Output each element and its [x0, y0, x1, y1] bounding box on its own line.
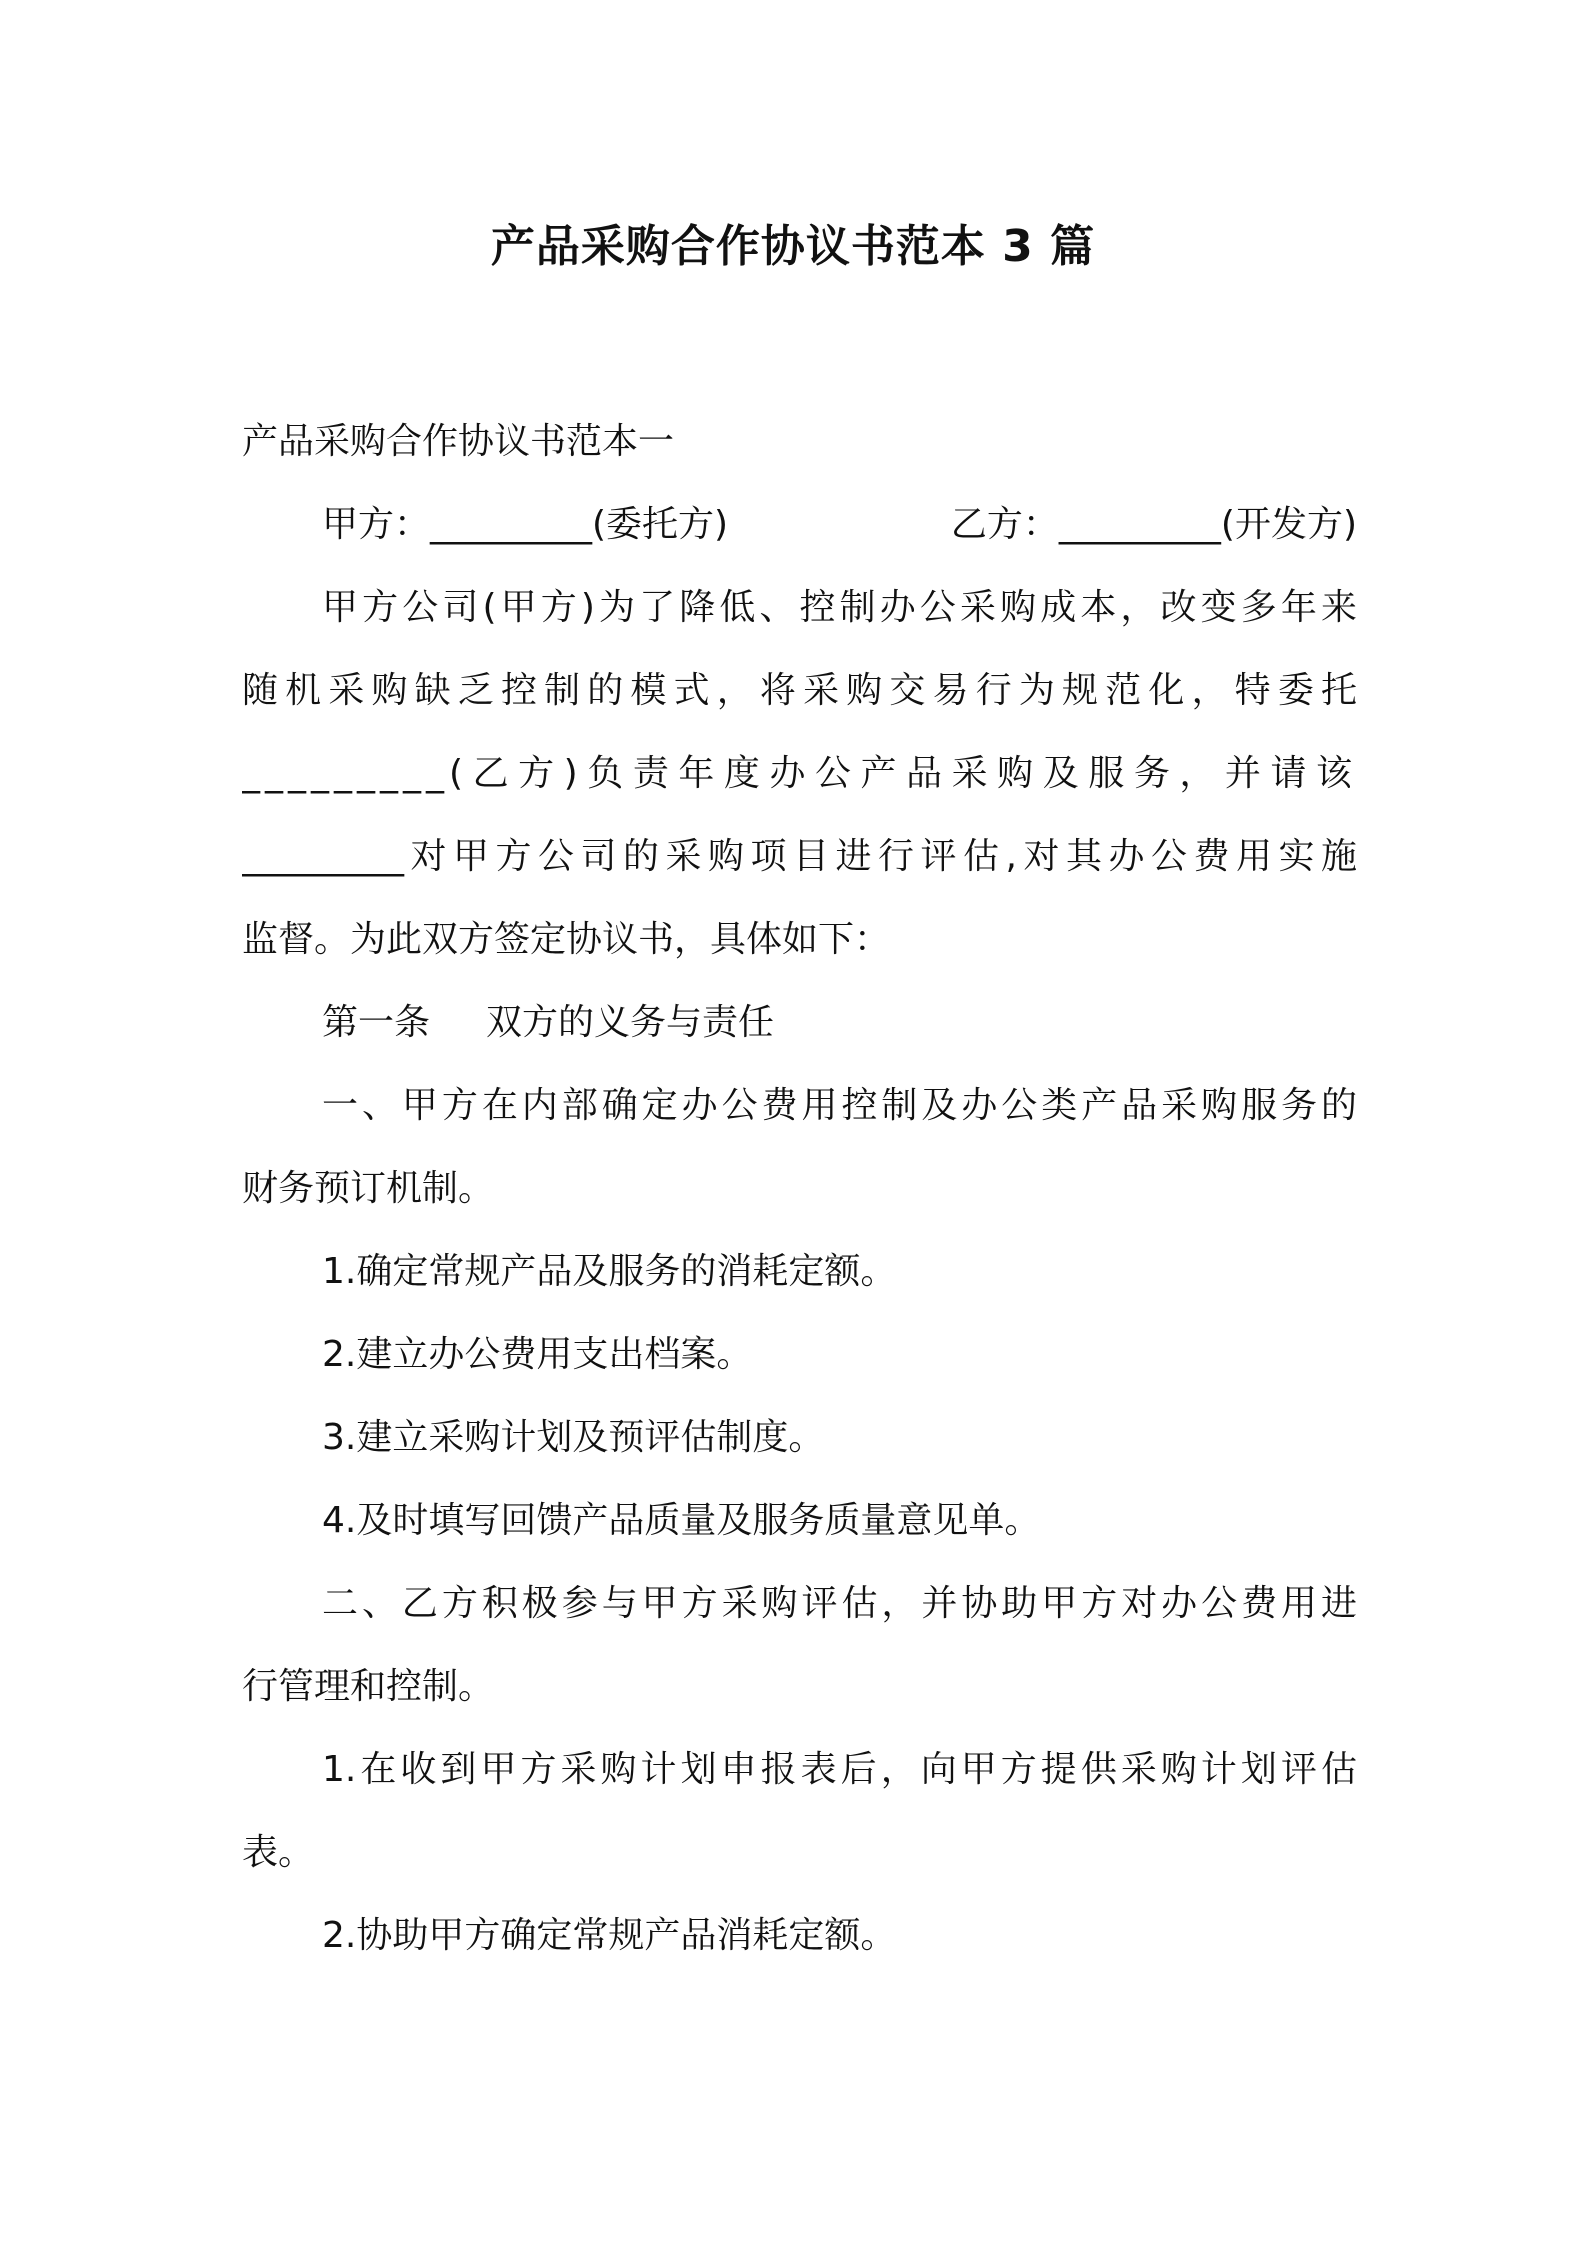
intro-line-3: _________(乙方)负责年度办公产品采购及服务，并请该	[242, 753, 1357, 794]
parties-line	[242, 483, 1357, 566]
intro-line-4: _________对甲方公司的采购项目进行评估,对其办公费用实施	[242, 836, 1357, 877]
document-title: 产品采购合作协议书范本 3 篇	[490, 221, 1096, 272]
clause-1-item-3: 3.建立采购计划及预评估制度。	[322, 1417, 825, 1458]
clause-1-item-4: 4.及时填写回馈产品质量及服务质量意见单。	[322, 1500, 1041, 1541]
clause-1-item-1: 1.确定常规产品及服务的消耗定额。	[322, 1251, 897, 1292]
clause-2-item-2: 2.协助甲方确定常规产品消耗定额。	[322, 1915, 897, 1956]
party-a: 甲方：_________(委托方)	[322, 504, 729, 545]
clause-1-line-1: 一、甲方在内部确定办公费用控制及办公类产品采购服务的	[322, 1085, 1357, 1126]
clause-1-line-2: 财务预订机制。	[242, 1168, 495, 1209]
clause-1-item-2: 2.建立办公费用支出档案。	[322, 1334, 753, 1375]
article-title: 双方的义务与责任	[486, 1002, 775, 1043]
article-number: 第一条	[322, 1002, 431, 1043]
clause-2-line-1: 二、乙方积极参与甲方采购评估，并协助甲方对办公费用进	[322, 1583, 1357, 1624]
party-b: 乙方：_________(开发方)	[950, 504, 1357, 545]
document-body	[242, 400, 1357, 1977]
clause-2-line-2: 行管理和控制。	[242, 1666, 495, 1707]
intro-line-1: 甲方公司(甲方)为了降低、控制办公采购成本，改变多年来	[322, 587, 1357, 628]
clause-2-item-1-line-1: 1.在收到甲方采购计划申报表后，向甲方提供采购计划评估	[322, 1749, 1357, 1790]
intro-line-5: 监督。为此双方签定协议书，具体如下：	[242, 919, 891, 960]
article-heading	[242, 981, 1357, 1064]
intro-line-2: 随机采购缺乏控制的模式，将采购交易行为规范化，特委托	[242, 670, 1357, 711]
clause-2-item-1-line-2: 表。	[242, 1832, 315, 1873]
section-title: 产品采购合作协议书范本一	[242, 421, 675, 462]
